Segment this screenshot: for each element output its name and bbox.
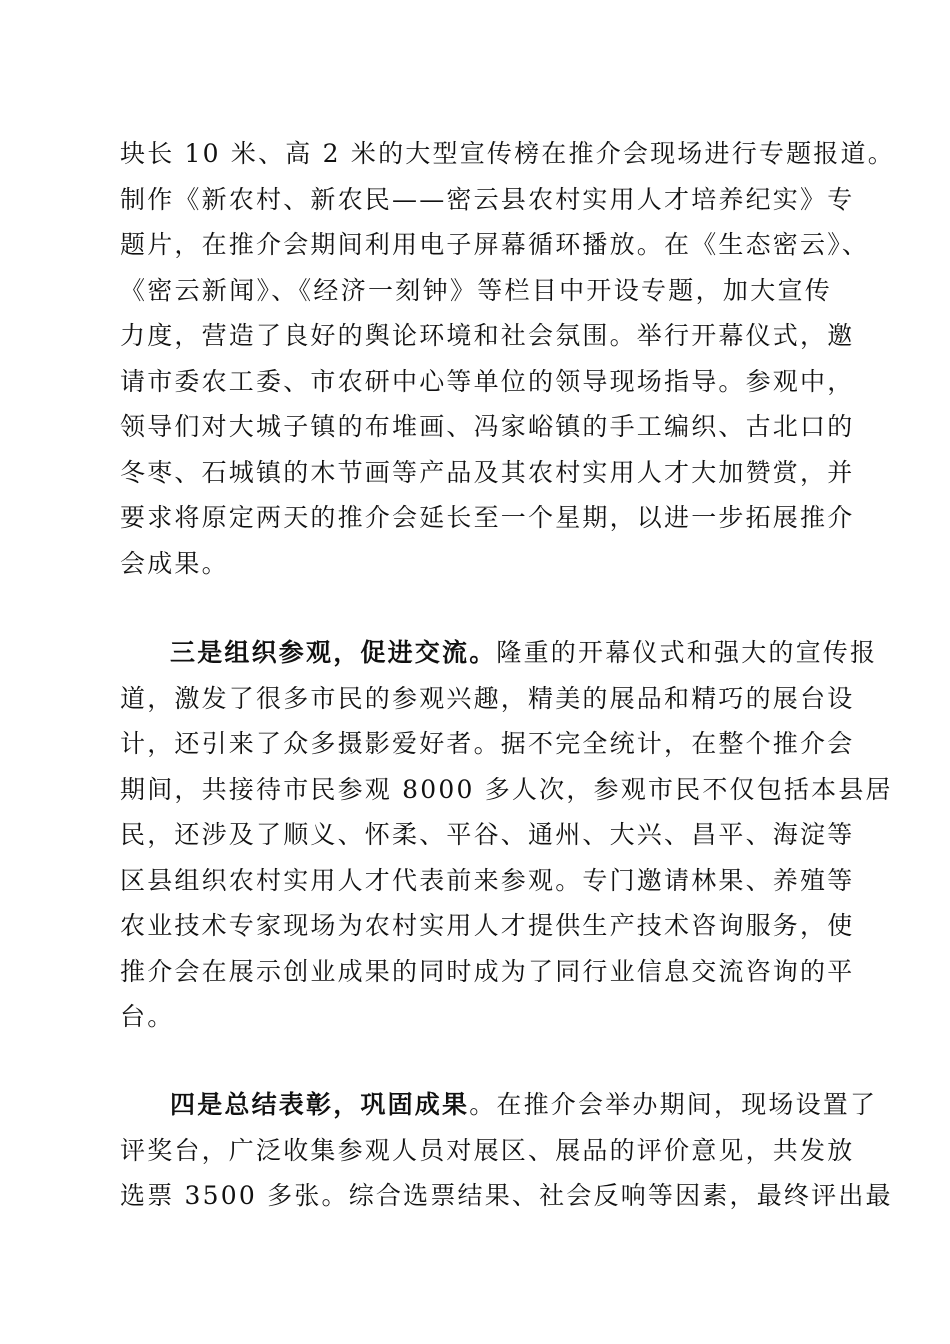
paragraph-text: 隆重的开幕仪式和强大的宣传报 <box>496 638 878 667</box>
paragraph-line: 会成果。 <box>120 548 229 578</box>
paragraph-line: 选票 3500 多张。综合选票结果、社会反响等因素，最终评出最 <box>120 1181 893 1210</box>
paragraph-3 <box>120 1082 893 1219</box>
paragraph-line: 区县组织农村实用人才代表前来参观。专门邀请林果、养殖等 <box>120 865 855 895</box>
paragraph-2 <box>120 630 893 1040</box>
paragraph-line: 台。 <box>120 1002 175 1031</box>
paragraph-first-line <box>120 1082 878 1128</box>
paragraph-line: 期间，共接待市民参观 8000 多人次，参观市民不仅包括本县居 <box>120 774 893 804</box>
paragraph-line: 力度，营造了良好的舆论环境和社会氛围。举行开幕仪式，邀 <box>120 321 855 350</box>
paragraph-line: 要求将原定两天的推介会延长至一个星期，以进一步拓展推介 <box>120 503 855 532</box>
paragraph-heading: 三是组织参观，促进交流。 <box>170 638 497 667</box>
paragraph-line: 领导们对大城子镇的布堆画、冯家峪镇的手工编织、古北口的 <box>120 412 855 441</box>
paragraph-1 <box>120 131 895 586</box>
paragraph-heading: 四是总结表彰，巩固成果 <box>170 1090 470 1119</box>
paragraph-line: 题片，在推介会期间利用电子屏幕循环播放。在《生态密云》、 <box>120 230 870 259</box>
paragraph-line: 道，激发了很多市民的参观兴趣，精美的展品和精巧的展台设 <box>120 683 855 713</box>
paragraph-line: 农业技术专家现场为农村实用人才提供生产技术咨询服务，使 <box>120 911 855 940</box>
paragraph-line: 计，还引来了众多摄影爱好者。据不完全统计，在整个推介会 <box>120 729 855 758</box>
paragraph-line: 《密云新闻》、《经济一刻钟》等栏目中开设专题，加大宣传 <box>120 275 832 305</box>
paragraph-line: 制作《新农村、新农民——密云县农村实用人才培养纪实》专 <box>120 184 855 214</box>
paragraph-line: 请市委农工委、市农研中心等单位的领导现场指导。参观中， <box>120 366 855 396</box>
paragraph-line: 民，还涉及了顺义、怀柔、平谷、通州、大兴、昌平、海淀等 <box>120 820 855 849</box>
paragraph-line: 评奖台，广泛收集参观人员对展区、展品的评价意见，共发放 <box>120 1135 855 1165</box>
paragraph-line: 推介会在展示创业成果的同时成为了同行业信息交流咨询的平 <box>120 956 855 986</box>
paragraph-first-line <box>120 630 878 676</box>
paragraph-text: 。在推介会举办期间，现场设置了 <box>469 1090 878 1119</box>
paragraph-line: 冬枣、石城镇的木节画等产品及其农村实用人才大加赞赏，并 <box>120 457 855 487</box>
paragraph-line: 块长 10 米、高 2 米的大型宣传榜在推介会现场进行专题报道。 <box>120 139 895 168</box>
